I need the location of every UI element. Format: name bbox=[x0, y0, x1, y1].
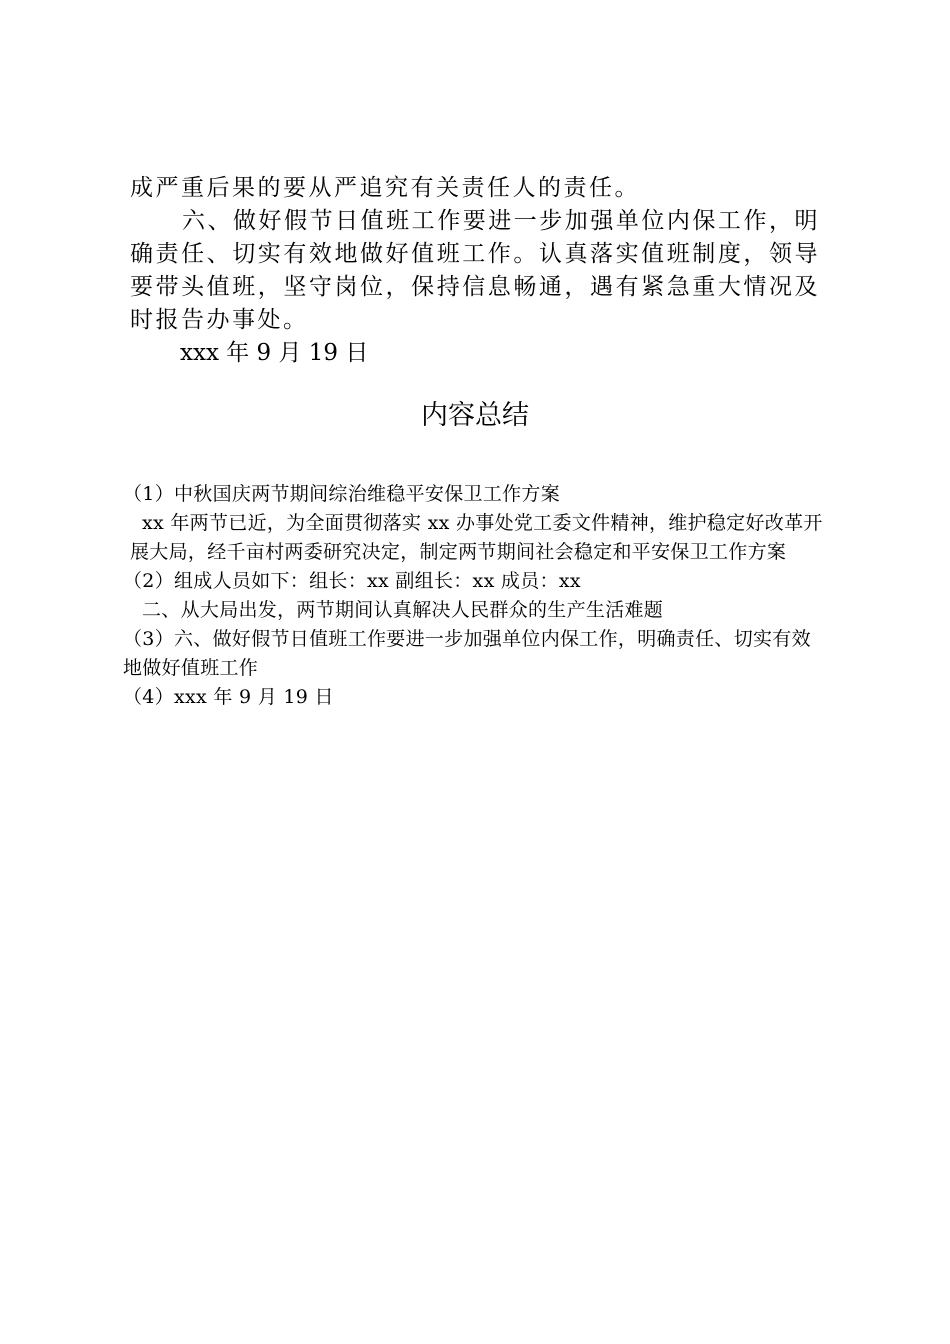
summary-item: xx 年两节已近，为全面贯彻落实 xx 办事处党工委文件精神，维护稳定好改革开展大局，经千亩村两委研究决定，制定两节期间社会稳定和平安保卫工作方案 bbox=[130, 512, 823, 563]
summary-section bbox=[123, 480, 830, 712]
document-body bbox=[130, 172, 820, 370]
summary-item: （1）中秋国庆两节期间综治维稳平安保卫工作方案 bbox=[123, 483, 560, 505]
summary-item: 二、从大局出发，两节期间认真解决人民群众的生产生活难题 bbox=[142, 599, 664, 621]
summary-item: （2）组成人员如下：组长：xx 副组长：xx 成员：xx bbox=[123, 570, 581, 592]
paragraph-duty-shift: 六、做好假节日值班工作要进一步加强单位内保工作，明确责任、切实有效地做好值班工作。认真落实值班制度，领导要带头值班，坚守岗位，保持信息畅通，遇有紧急重大情况及时报告办事处。 bbox=[130, 208, 820, 333]
paragraph-continuation: 成严重后果的要从严追究有关责任人的责任。 bbox=[130, 175, 640, 201]
document-date: xxx 年 9 月 19 日 bbox=[180, 340, 369, 366]
summary-title: 内容总结 bbox=[421, 400, 529, 431]
summary-item: （3）六、做好假节日值班工作要进一步加强单位内保工作，明确责任、切实有效地做好值班工作 bbox=[123, 628, 811, 679]
summary-item: （4）xxx 年 9 月 19 日 bbox=[123, 686, 334, 708]
